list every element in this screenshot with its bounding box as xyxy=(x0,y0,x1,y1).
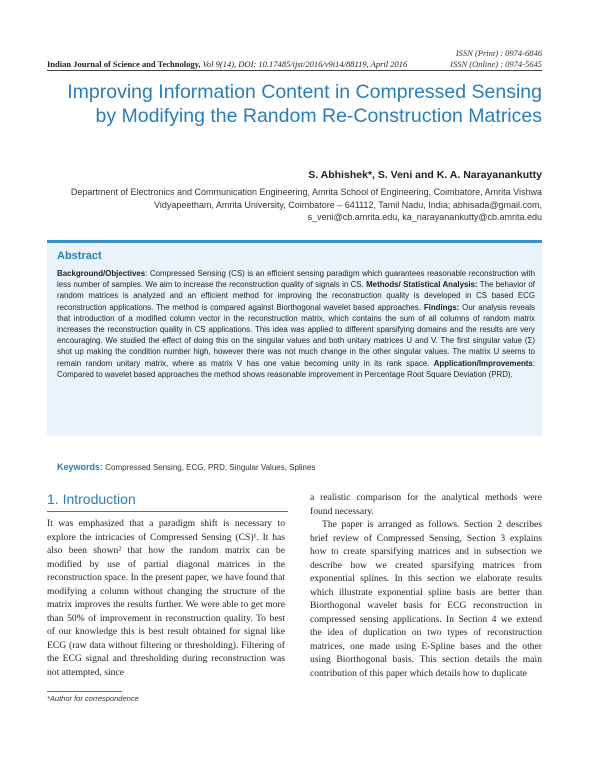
abstract-app-text: : Compared to wavelet based approaches the method shows reasonable improvement in Percentage Root Square Deviation (PRD). xyxy=(57,358,535,379)
author-list: S. Abhishek*, S. Veni and K. A. Narayanankutty xyxy=(308,169,542,181)
journal-name: Indian Journal of Science and Technology, xyxy=(47,59,201,69)
column-right xyxy=(310,491,542,680)
abstract-findings-text: Our analysis reveals that introduction of a modified column vector in the reconstruction matrix, which contains the sum of all columns of random matrix increases the reconstruction quality in CS applications. This idea was applied to different sparsifying domains and the results are very encouraging. We studied the effect of doing this on the singular values and both unitary matrices U and V. The first singular value (Σ) shot up making the condition number high, however there was not much change in the other singular values. The matrix U seems to remain random unitary matrix, where as matrix V has one value becoming unity in its rank space. xyxy=(57,302,535,368)
header-divider xyxy=(47,70,542,71)
abstract-bg-label: Background/Objectives xyxy=(57,269,146,278)
intro-paragraph-1: It was emphasized that a paradigm shift is necessary to explore the intricacies of Compressed Sensing (CS)¹. It has also been shown² that how the random matrix can be modified by use of partial diagonal matrices in the reconstruction space. In the present paper, we have found that modifying a column without changing the structure of the matrix improves the results further. We were able to get more than 50% of improvement in reconstruction quality. To best of our knowledge this is best result obtained for signal like ECG (raw data without filtering or thresholding). Filtering of the ECG signal and thresholding during reconstruction was not attempted, since xyxy=(47,518,285,678)
issn-block xyxy=(450,48,542,70)
column-left xyxy=(47,517,285,679)
issn-print: ISSN (Print) : 0974-6846 xyxy=(455,48,542,58)
abstract-methods-label: Methods/ Statistical Analysis: xyxy=(366,280,478,290)
footnote-rule xyxy=(47,691,122,692)
journal-details: Vol 9(14), DOI: 10.17485/ijst/2016/v9i14/88119, April 2016 xyxy=(202,59,408,69)
affiliation: Department of Electronics and Communication Engineering, Amrita School of Engineering, Coimbatore, Amrita Vishwa Vidyapeetham, Amrita University, Coimbatore – 641112, Tamil Nadu, India; abhisada@gmail.com, s_veni@cb.amrita.edu, ka_narayanankutty@cb.amrita.edu xyxy=(70,187,542,222)
issn-online: ISSN (Online) : 0974-5645 xyxy=(450,59,542,69)
abstract-bg-text: : Compressed Sensing (CS) is an efficient sensing paradigm which guarantees reasonable reconstruction with less number of samples. We aim to increase the reconstruction quality of signals in CS. xyxy=(57,269,535,290)
keywords-label: Keywords: xyxy=(57,462,104,472)
keywords-text: Compressed Sensing, ECG, PRD, Singular Values, Splines xyxy=(103,463,316,472)
abstract-app-label: Application/Improvements xyxy=(433,358,533,368)
section-underline xyxy=(47,511,288,512)
intro-paragraph-2: The paper is arranged as follows. Section 2 describes brief review of Compressed Sensing, Section 3 explains how to create sparsifying matrices and in subsection we describe how we created sparsifying matrices from exponential splines. In this section we elaborate results which illustrate exponential spline basis are better than Biorthogonal wavelet basis for ECG reconstruction in compressed sensing applications. In Section 4 we extend the idea of duplication on two types of reconstruction matrices, one made using E-Spline bases and the other using Biorthogonal basis. This section details the main contribution of this paper which details how to duplicate xyxy=(310,519,542,679)
keywords-line xyxy=(57,462,315,472)
abstract-findings-label: Findings: xyxy=(423,302,460,312)
journal-citation xyxy=(47,59,407,69)
abstract-heading: Abstract xyxy=(57,250,102,262)
abstract-methods-text: The behavior of random matrices is analyzed and an efficient method for improving the reconstruction quality is developed in CS based ECG reconstruction applications. The method is compared against Biorthogonal wavelet based approaches. xyxy=(57,280,535,312)
section-heading-introduction: 1. Introduction xyxy=(47,491,136,507)
paper-title: Improving Information Content in Compressed Sensing by Modifying the Random Re-Construction Matrices xyxy=(67,81,542,127)
intro-paragraph-continued: a realistic comparison for the analytical methods were found necessary. xyxy=(310,492,542,517)
footnote: *Author for correspondence xyxy=(47,694,139,703)
abstract-text xyxy=(57,268,535,380)
